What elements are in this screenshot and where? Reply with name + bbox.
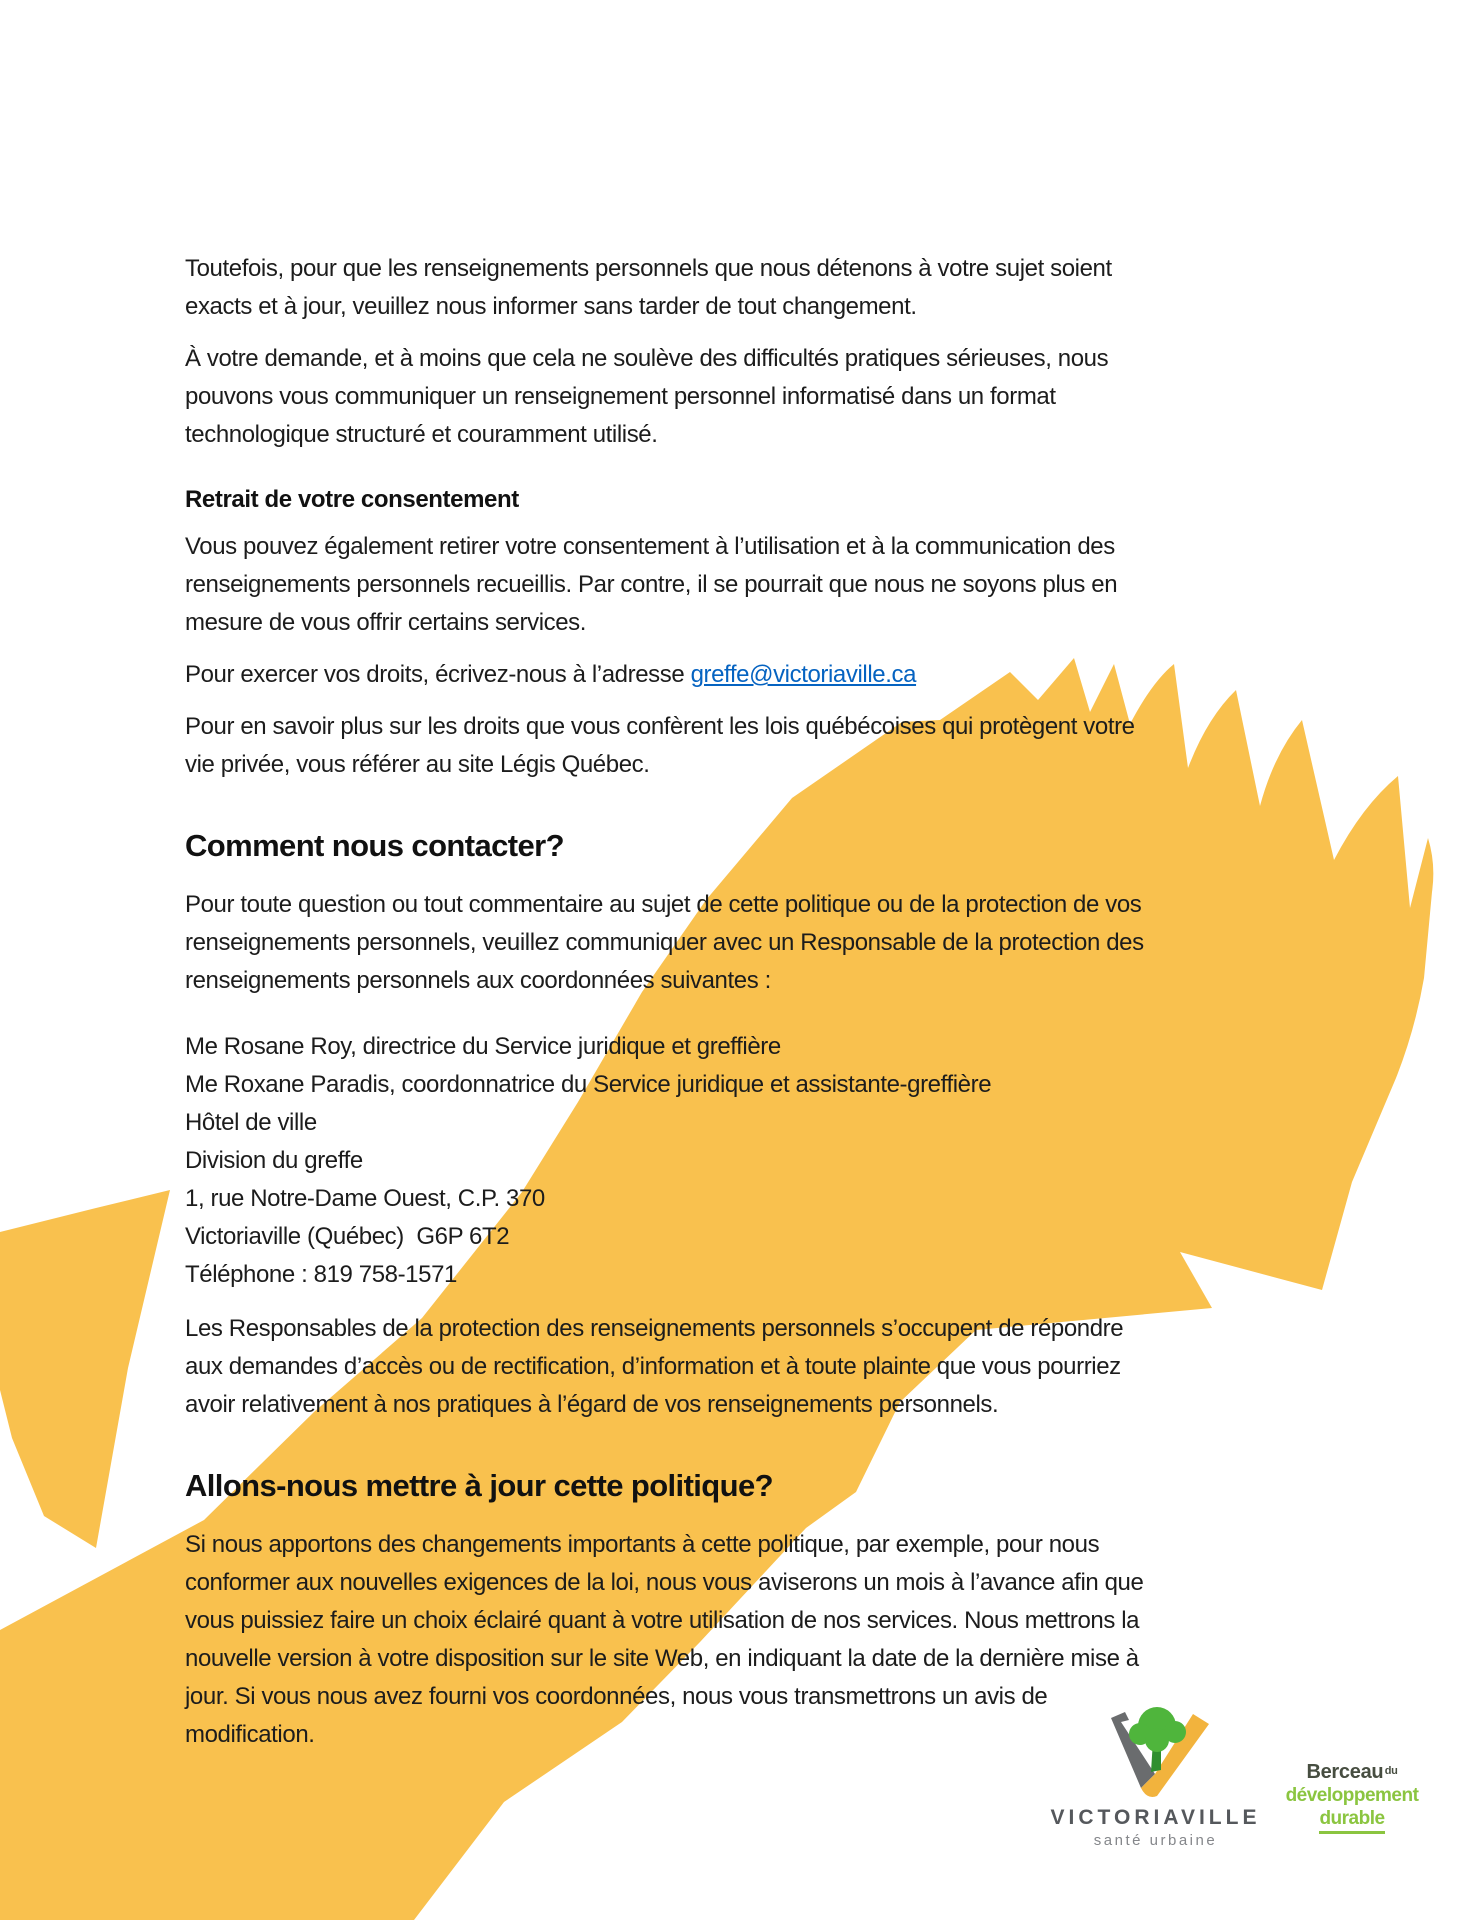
paragraph-contact-intro: Pour toute question ou tout commentaire au sujet de cette politique ou de la protection de vos renseignements personnels, veuillez communiquer avec un Responsable de la protection des renseignements personnels aux coordonnées suivantes : (185, 891, 1144, 994)
contact-line-hotel-de-ville: Hôtel de ville (185, 1109, 317, 1136)
contact-line-ville-code-postal: Victoriaville (Québec) G6P 6T2 (185, 1223, 510, 1250)
contact-line-roxane-paradis: Me Roxane Paradis, coordonnatrice du Service juridique et assistante-greffière (185, 1071, 992, 1098)
berceau-developpement-word: développement (1285, 1785, 1419, 1806)
paragraph-responsables: Les Responsables de la protection des renseignements personnels s’occupent de répondre aux demandes d’accès ou de rectification, d’information et à toute plainte que vous pourriez avoir relativement à nos pratiques à l’égard de vos renseignements personnels. (185, 1315, 1124, 1418)
berceau-developpement-durable-logo (1272, 1760, 1432, 1834)
paragraph-format-technologique: À votre demande, et à moins que cela ne soulève des difficultés pratiques sérieuses, nous pouvons vous communiquer un renseignement personnel informatisé dans un format technologique structuré et couramment utilisé. (185, 345, 1109, 448)
victoriaville-logo (1048, 1700, 1263, 1852)
heading-mise-a-jour-politique: Allons-nous mettre à jour cette politique? (185, 1468, 773, 1503)
greffe-email-link[interactable]: greffe@victoriaville.ca (690, 661, 917, 688)
victoriaville-checkmark-tree-icon (1091, 1700, 1221, 1800)
berceau-word: Berceau $^{du}$ (1306, 1761, 1398, 1783)
paragraph-mise-a-jour: Si nous apportons des changements importants à cette politique, par exemple, pour nous conformer aux nouvelles exigences de la loi, nous vous aviserons un mois à l’avance afin que vous puissiez faire un choix éclairé quant à votre utilisation de nos services. Nous mettrons la nouvelle version à votre disposition sur le site Web, en indiquant la date de la dernière mise à jour. Si vous nous avez fourni vos coordonnées, nous vous transmettrons un avis de modification. (185, 1531, 1144, 1748)
victoriaville-tagline: santé urbaine (1093, 1832, 1218, 1849)
paragraph-exactitude: Toutefois, pour que les renseignements personnels que nous détenons à votre sujet soient exacts et à jour, veuillez nous informer sans tarder de tout changement. (185, 255, 1112, 320)
contact-line-rosane-roy: Me Rosane Roy, directrice du Service juridique et greffière (185, 1033, 781, 1060)
paragraph-legis-quebec: Pour en savoir plus sur les droits que vous confèrent les lois québécoises qui protègent votre vie privée, vous référer au site Légis Québec. (185, 713, 1135, 778)
berceau-durable-word: durable (1272, 1807, 1432, 1834)
heading-comment-nous-contacter: Comment nous contacter? (185, 828, 564, 863)
victoriaville-wordmark: VICTORIAVILLE (1050, 1806, 1261, 1829)
brush-short-arm (0, 1190, 170, 1548)
exercer-droits-text: Pour exercer vos droits, écrivez-nous à l’adresse (185, 661, 691, 688)
paragraph-retrait: Vous pouvez également retirer votre consentement à l’utilisation et à la communication des renseignements personnels recueillis. Par contre, il se pourrait que nous ne soyons plus en mesure de vous offrir certains services. (185, 533, 1118, 636)
paragraph-exercer-droits (185, 656, 1153, 694)
contact-line-adresse: 1, rue Notre-Dame Ouest, C.P. 370 (185, 1185, 545, 1212)
contact-line-division-greffe: Division du greffe (185, 1147, 363, 1174)
berceau-du-word: du (1384, 1765, 1398, 1777)
contact-details-block (185, 1028, 1153, 1294)
document-body (185, 250, 1153, 1768)
heading-retrait-consentement: Retrait de votre consentement (185, 486, 519, 513)
contact-line-telephone: Téléphone : 819 758-1571 (185, 1261, 457, 1288)
